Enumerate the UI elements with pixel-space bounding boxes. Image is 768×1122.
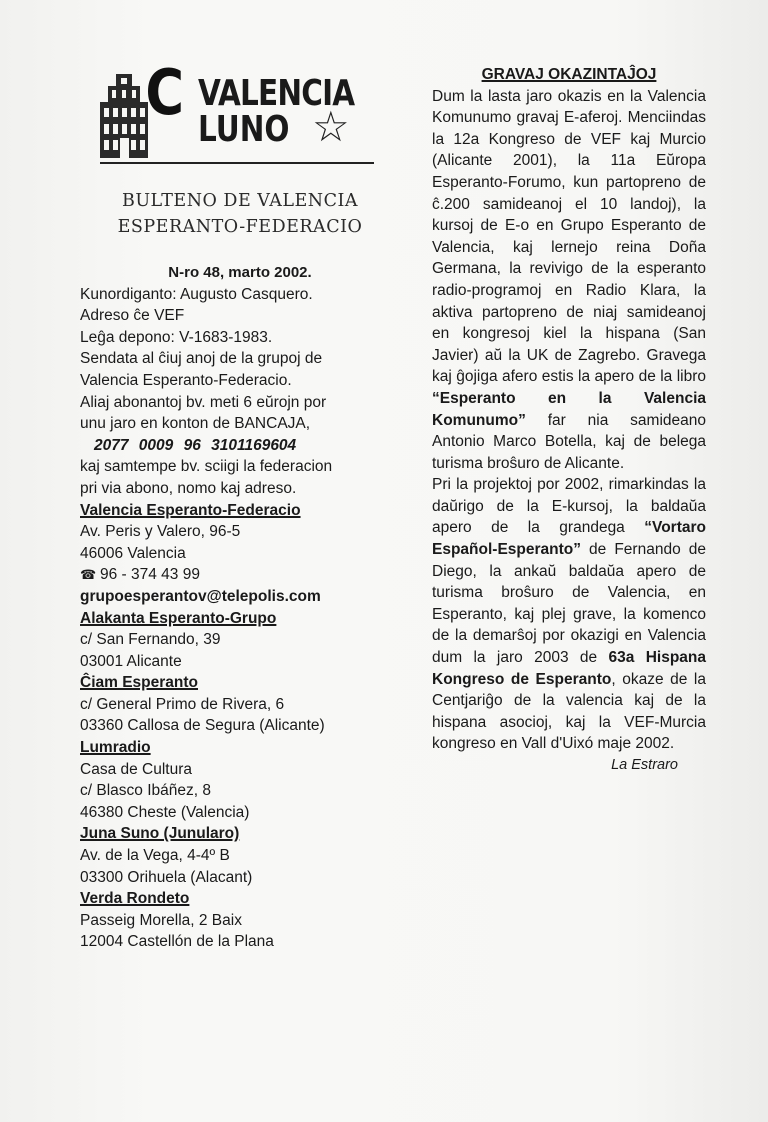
- book-title: “Esperanto en la Valencia Komunumo”: [432, 389, 706, 429]
- info-line: Leĝa depono: V-1683-1983.: [80, 328, 273, 346]
- info-line: Sendata al ĉiuj anoj de la grupoj de: [80, 350, 323, 368]
- logo-letter-c: C: [145, 56, 185, 129]
- dictionary-title: “Vortaro Español-Esperanto”: [432, 519, 706, 559]
- group-name: Lumradio: [80, 739, 151, 757]
- subtitle-line-1: BULTENO DE VALENCIA: [121, 191, 359, 211]
- paragraph-text: , okaze de la Centjariĝo de la valencia kaj de la hispana asocioj, kaj la VEF-Murcia kongreso en Vall d'Uixó maje 2002.: [432, 670, 706, 753]
- federation-phone: 96 - 374 43 99: [100, 566, 200, 584]
- paragraph-text: de Fernando de Diego, la ankaŭ baldaŭa apero de turisma broŝuro de Valencia, en Esperanto, kaj plej grave, la komenco de la demarŝoj por okazigi en Valencia dum la jaro 2003 de: [432, 541, 706, 667]
- left-column: [80, 56, 400, 953]
- article-paragraph-2: [432, 474, 706, 755]
- logo-word-valencia: VALENCIA: [198, 73, 355, 114]
- federation-name: Valencia Esperanto-Federacio: [80, 501, 301, 519]
- info-line: Valencia Esperanto-Federacio.: [80, 371, 292, 389]
- logo-word-luno: LUNO: [198, 109, 290, 150]
- group-address-line: c/ General Primo de Rivera, 6: [80, 695, 285, 713]
- group-address-line: c/ Blasco Ibáñez, 8: [80, 782, 211, 800]
- group-name: Juna Suno (Junularo): [80, 825, 240, 843]
- group-address-line: 03360 Callosa de Segura (Alicante): [80, 717, 325, 735]
- subtitle-line-2: ESPERANTO-FEDERACIO: [117, 217, 363, 237]
- article-title: GRAVAJ OKAZINTAĴOJ: [481, 66, 657, 83]
- valencia-luno-logo: [80, 56, 400, 170]
- star-icon: ☆: [312, 103, 350, 150]
- bulletin-subtitle: [80, 188, 400, 240]
- group-name: Alakanta Esperanto-Grupo: [80, 609, 277, 627]
- building-icon: [98, 72, 150, 160]
- bank-account-number: 2077 0009 96 3101169604: [94, 436, 297, 454]
- group-address-line: Casa de Cultura: [80, 760, 193, 778]
- info-line: Adreso ĉe VEF: [80, 307, 185, 325]
- group-address-line: 03001 Alicante: [80, 652, 182, 670]
- group-name: Verda Rondeto: [80, 890, 190, 908]
- info-line: Kunordiganto: Augusto Casquero.: [80, 285, 313, 303]
- info-line: kaj samtempe bv. sciigi la federacion: [80, 458, 333, 476]
- right-column: [432, 64, 706, 777]
- congress-name: 63a Hispana Kongreso de Esperanto: [432, 649, 706, 688]
- info-line: unu jaro en konton de BANCAJA,: [80, 415, 311, 433]
- federation-email: grupoesperantov@telepolis.com: [80, 587, 321, 605]
- federation-phone-row: [80, 564, 400, 586]
- group-name: Ĉiam Esperanto: [80, 674, 199, 692]
- group-address-line: Av. de la Vega, 4-4º B: [80, 847, 230, 865]
- info-line: Aliaj abonantoj bv. meti 6 eŭrojn por: [80, 393, 327, 411]
- group-address-line: 03300 Orihuela (Alacant): [80, 868, 253, 886]
- signature: La Estraro: [611, 757, 678, 773]
- paragraph-text: Dum la lasta jaro okazis en la Valencia Komunumo gravaj E-aferoj. Menciindas la 12a Kongreso de VEF kaj Murcio (Alicante 2001), la 11a Eŭropa Esperanto-Forumo, kun partopreno de ĉ.200 samideanoj el 10 landoj), la kursoj de E-o en Grupo Esperanto de Valencia, kaj lernejo reina Doña Germana, la revivigo de la esperanto radio-programoj en Radio Klara, la aktiva partopreno de niaj samideanoj en kongresoj kiel la hispana (San Javier) aŭ la UK de Zagrebo. Gravega kaj ĝojiga afero estis la apero de la libro: [432, 87, 706, 386]
- paragraph-text: far nia samideano Antonio Marco Botella, kaj de belega turisma broŝuro de Alicante.: [432, 411, 706, 472]
- logo-divider: [100, 162, 374, 164]
- telephone-icon: ☎: [80, 567, 97, 583]
- group-address-line: Passeig Morella, 2 Baix: [80, 911, 242, 929]
- issue-number: N-ro 48, marto 2002.: [168, 264, 312, 281]
- group-address-line: 46380 Cheste (Valencia): [80, 803, 250, 821]
- group-address-line: 12004 Castellón de la Plana: [80, 933, 274, 951]
- paragraph-text: Pri la projektoj por 2002, rimarkindas la daŭrigo de la E-kursoj, la baldaŭa apero de la grandega: [432, 476, 706, 537]
- federation-city: 46006 Valencia: [80, 544, 186, 562]
- federation-address: Av. Peris y Valero, 96-5: [80, 523, 241, 541]
- article-paragraph-1: [432, 86, 706, 475]
- info-line: pri via abono, nomo kaj adreso.: [80, 479, 297, 497]
- group-address-line: c/ San Fernando, 39: [80, 631, 221, 649]
